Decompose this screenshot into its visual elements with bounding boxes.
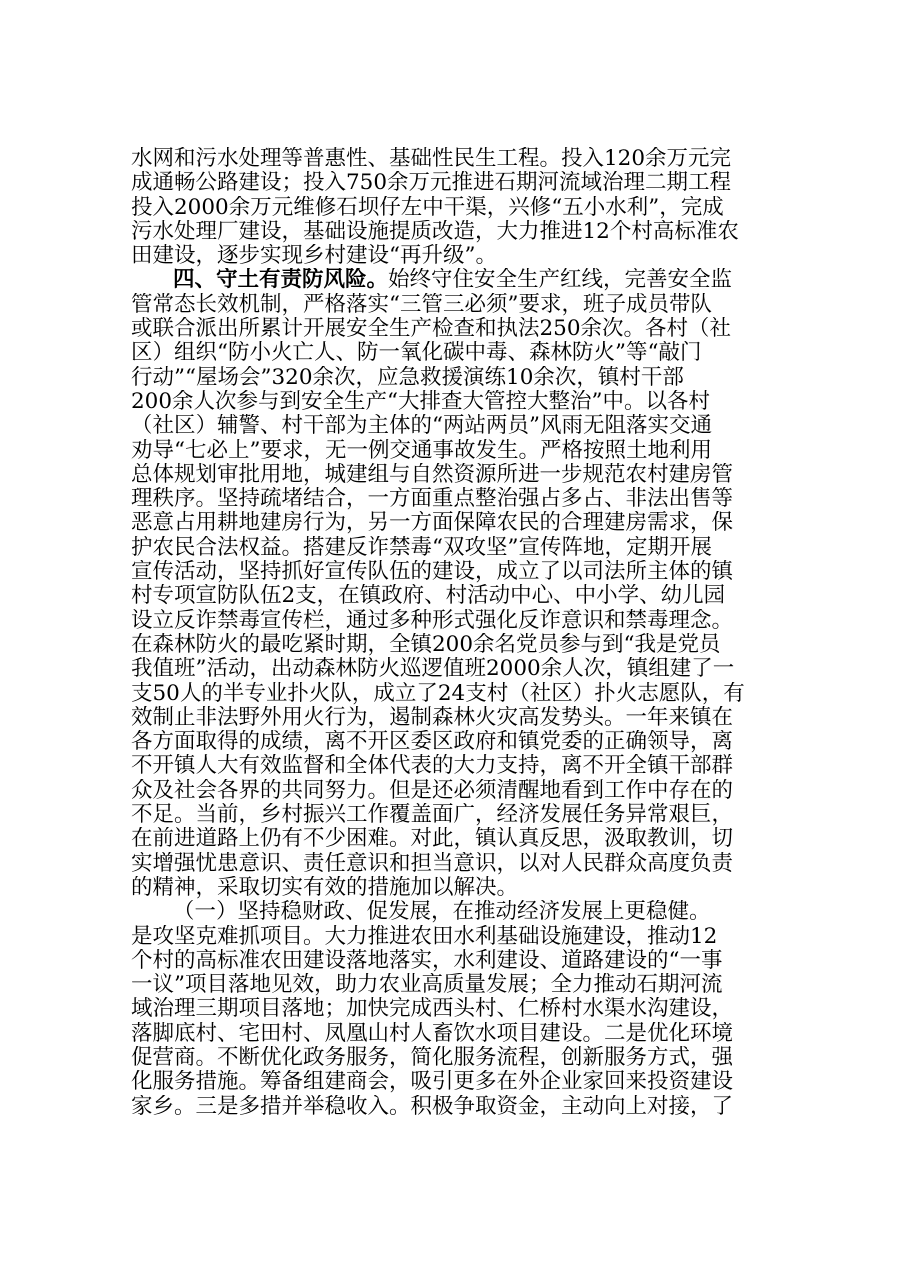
- section-heading-continuation: 始终守住安全生产红线，完善安全监: [388, 268, 733, 293]
- text-line: 在森林防火的最吃紧时期，全镇200余名党员参与到“我是党员: [131, 632, 721, 657]
- text-line: 促营商。不断优化政务服务，简化服务流程，创新服务方式，强: [131, 1045, 734, 1070]
- text-line: 是攻坚克难抓项目。大力推进农田水利基础设施建设，推动12: [131, 924, 718, 949]
- text-line: （社区）辅警、村干部为主体的“两站两员”风雨无阻落实交通: [131, 414, 712, 439]
- text-line: 田建设，逐步实现乡村建设“再升级”。: [131, 244, 497, 269]
- subsection-heading: （一）坚持稳财政、促发展，在推动经济发展上更稳健。: [173, 900, 711, 925]
- text-line: 实增强忧患意识、责任意识和担当意识，以对人民群众高度负责: [131, 851, 734, 876]
- text-line: 成通畅公路建设；投入750余万元推进石期河流域治理二期工程: [131, 171, 732, 196]
- text-line: 或联合派出所累计开展安全生产检查和执法250余次。各村（社: [131, 317, 732, 342]
- text-line: 的精神，采取切实有效的措施加以解决。: [131, 875, 519, 900]
- text-line: 在前进道路上仍有不少困难。对此，镇认真反思，汲取教训，切: [131, 827, 734, 852]
- text-line: 效制止非法野外用火行为，遏制森林火灾高发势头。一年来镇在: [131, 705, 734, 730]
- section-heading-line: [131, 268, 791, 292]
- text-line: 各方面取得的成绩，离不开区委区政府和镇党委的正确领导，离: [131, 730, 734, 755]
- text-line: 劝导“七必上”要求，无一例交通事故发生。严格按照土地利用: [131, 438, 712, 463]
- document-body: [131, 147, 791, 1119]
- text-line: 众及社会各界的共同努力。但是还必须清醒地看到工作中存在的: [131, 778, 734, 803]
- text-line: 不足。当前，乡村振兴工作覆盖面广，经济发展任务异常艰巨，: [131, 803, 734, 828]
- text-line: 总体规划审批用地，城建组与自然资源所进一步规范农村建房管: [131, 462, 734, 487]
- text-line: 水网和污水处理等普惠性、基础性民生工程。投入120余万元完: [131, 147, 732, 171]
- text-line: 行动”“屋场会”320余次，应急救援演练10余次，镇村干部: [131, 365, 684, 390]
- text-line: 护农民合法权益。搭建反诈禁毒“双攻坚”宣传阵地，定期开展: [131, 535, 712, 560]
- text-line: 宣传活动，坚持抓好宣传队伍的建设，成立了以司法所主体的镇: [131, 560, 734, 585]
- section-heading: 四、守土有责防风险。: [173, 268, 389, 293]
- text-line: 一议”项目落地见效，助力农业高质量发展；全力推动石期河流: [131, 973, 723, 998]
- text-line: 化服务措施。筹备组建商会，吸引更多在外企业家回来投资建设: [131, 1070, 734, 1095]
- text-line: 域治理三期项目落地；加快完成西头村、仁桥村水渠水沟建设，: [131, 997, 734, 1022]
- text-line: 设立反诈禁毒宣传栏，通过多种形式强化反诈意识和禁毒理念。: [131, 608, 734, 633]
- text-line: 村专项宣防队伍2支，在镇政府、村活动中心、中小学、幼儿园: [131, 584, 726, 609]
- text-line: 个村的高标准农田建设落地落实，水利建设、道路建设的“一事: [131, 948, 723, 973]
- text-line: 家乡。三是多措并举稳收入。积极争取资金，主动向上对接，了: [131, 1094, 734, 1119]
- text-line: 投入2000余万元维修石坝仔左中干渠，兴修“五小水利”，完成: [131, 195, 724, 220]
- text-line: 我值班”活动，出动森林防火巡逻值班2000余人次，镇组建了一: [131, 657, 735, 682]
- text-line: 不开镇人大有效监督和全体代表的大力支持，离不开全镇干部群: [131, 754, 734, 779]
- text-line: 恶意占用耕地建房行为，另一方面保障农民的合理建房需求，保: [131, 511, 734, 536]
- text-line: 200余人次参与到安全生产“大排查大管控大整治”中。以各村: [131, 389, 711, 414]
- text-line: 落脚底村、宅田村、凤凰山村人畜饮水项目建设。二是优化环境: [131, 1021, 734, 1046]
- text-line: 区）组织“防小火亡人、防一氧化碳中毒、森林防火”等“敲门: [131, 341, 702, 366]
- text-line: 管常态长效机制，严格落实“三管三必须”要求，班子成员带队: [131, 292, 712, 317]
- text-line: 理秩序。坚持疏堵结合，一方面重点整治强占多占、非法出售等: [131, 487, 734, 512]
- text-line: 污水处理厂建设，基础设施提质改造，大力推进12个村高标准农: [131, 219, 739, 244]
- text-line: 支50人的半专业扑火队，成立了24支村（社区）扑火志愿队，有: [131, 681, 745, 706]
